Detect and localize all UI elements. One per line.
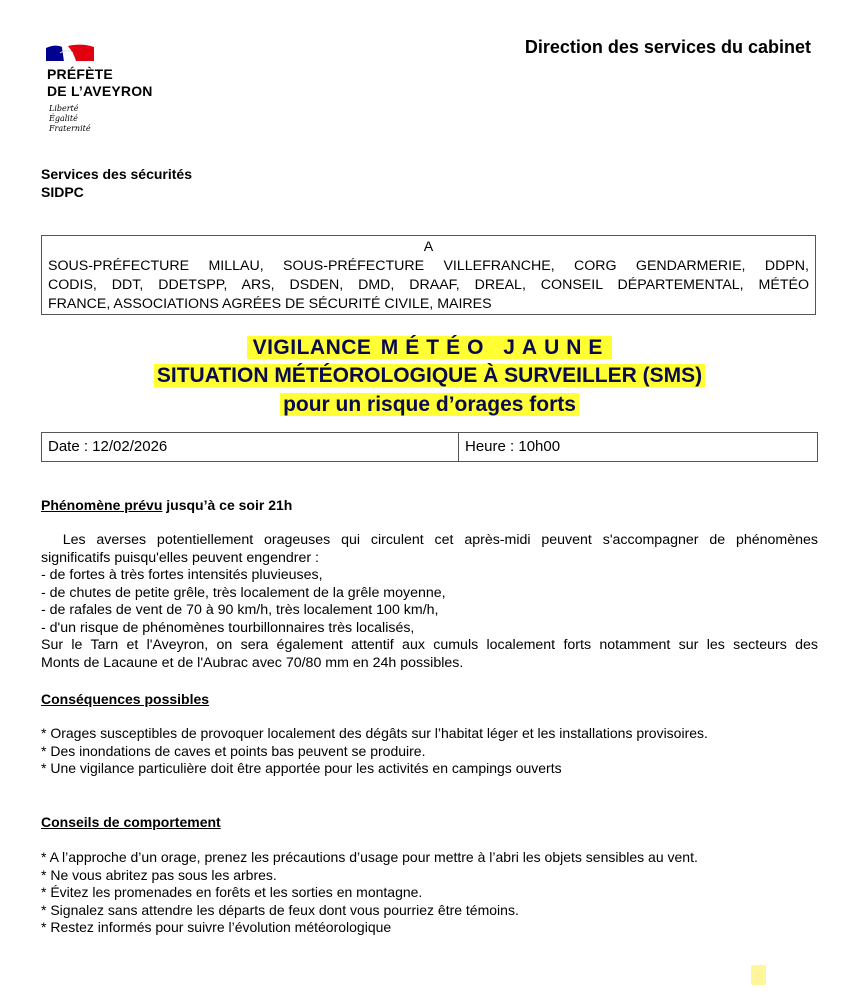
- date-cell: Date : 12/02/2026: [42, 433, 459, 461]
- addressees-box: [41, 235, 816, 315]
- highlight-mark: [751, 965, 766, 985]
- motto-liberte: Liberté: [49, 104, 79, 113]
- list-item: * A l’approche d’un orage, prenez les précautions d’usage pour mettre à l’abri les objets sensibles au vent.: [41, 849, 698, 865]
- republique-francaise-flag-icon: [46, 44, 94, 61]
- service-acronym: SIDPC: [41, 184, 84, 200]
- list-item: * Restez informés pour suivre l’évolution météorologique: [41, 919, 392, 935]
- phenomene-heading: [41, 497, 292, 513]
- phenomene-line: significatifs puisqu'elles peuvent engendrer :: [41, 549, 319, 566]
- phenomene-line: - de chutes de petite grêle, très localement de la grêle moyenne,: [41, 584, 446, 601]
- conseils-heading: Conseils de comportement: [41, 814, 221, 830]
- situation-title-text: SITUATION MÉTÉOROLOGIQUE À SURVEILLER (SMS): [154, 364, 705, 387]
- list-item: * Des inondations de caves et points bas peuvent se produire.: [41, 742, 426, 759]
- prefecture-name-line2: DE L’AVEYRON: [47, 83, 153, 99]
- list-item: * Une vigilance particulière doit être apportée pour les activités en campings ouverts: [41, 760, 562, 776]
- direction-title: Direction des services du cabinet: [524, 37, 811, 57]
- list-item: * Ne vous abritez pas sous les arbres.: [41, 866, 277, 883]
- vigilance-level: MÉTÉO JAUNE: [380, 336, 610, 359]
- phenomene-line: Monts de Lacaune et de l'Aubrac avec 70/80 mm en 24h possibles.: [41, 654, 464, 671]
- phenomene-text: [41, 532, 818, 672]
- risk-title: [0, 393, 859, 417]
- addressees-label: A: [423, 239, 434, 255]
- situation-title: [0, 364, 859, 388]
- vigilance-title: [0, 336, 859, 360]
- phenomene-line: Les averses potentiellement orageuses qui circulent cet après-midi peuvent s'accompagner de phénomènes: [41, 532, 818, 548]
- risk-title-text: pour un risque d’orages forts: [280, 393, 579, 416]
- list-item: * Signalez sans attendre les départs de feux dont vous pourriez être témoins.: [41, 901, 519, 918]
- motto-egalite: Égalité: [49, 114, 78, 123]
- motto-fraternite: Fraternité: [49, 124, 91, 133]
- consequences-heading: Conséquences possibles: [41, 691, 210, 707]
- vigilance-title-prefix: VIGILANCE: [250, 336, 381, 359]
- service-name: Services des sécurités: [41, 166, 192, 182]
- addressees-line: CODIS, DDT, DDETSPP, ARS, DSDEN, DMD, DRAAF, DREAL, CONSEIL DÉPARTEMENTAL, MÉTÉO: [48, 277, 809, 293]
- phenomene-line: - de fortes à très fortes intensités pluvieuses,: [41, 567, 323, 583]
- addressees-line: FRANCE, ASSOCIATIONS AGRÉES DE SÉCURITÉ CIVILE, MAIRES: [48, 296, 492, 312]
- phenomene-line: - d'un risque de phénomènes tourbillonnaires très localisés,: [41, 619, 415, 636]
- list-item: * Orages susceptibles de provoquer localement des dégâts sur l’habitat léger et les installations provisoires.: [41, 725, 708, 741]
- addressees-line: SOUS-PRÉFECTURE MILLAU, SOUS-PRÉFECTURE VILLEFRANCHE, CORG GENDARMERIE, DDPN,: [48, 258, 809, 274]
- conseils-list: [41, 849, 698, 937]
- list-item: * Évitez les promenades en forêts et les sorties en montagne.: [41, 884, 423, 900]
- time-cell: Heure : 10h00: [465, 438, 561, 455]
- prefecture-name-line1: PRÉFÈTE: [47, 66, 113, 82]
- consequences-list: [41, 725, 708, 778]
- phenomene-heading-underlined: Phénomène prévu: [41, 497, 163, 513]
- date-time-table: [41, 432, 818, 462]
- phenomene-line: - de rafales de vent de 70 à 90 km/h, très localement 100 km/h,: [41, 602, 439, 618]
- phenomene-heading-rest: jusqu’à ce soir 21h: [162, 497, 293, 513]
- phenomene-line: Sur le Tarn et l'Aveyron, on sera également attentif aux cumuls localement forts notamment sur les secteurs des: [41, 637, 818, 653]
